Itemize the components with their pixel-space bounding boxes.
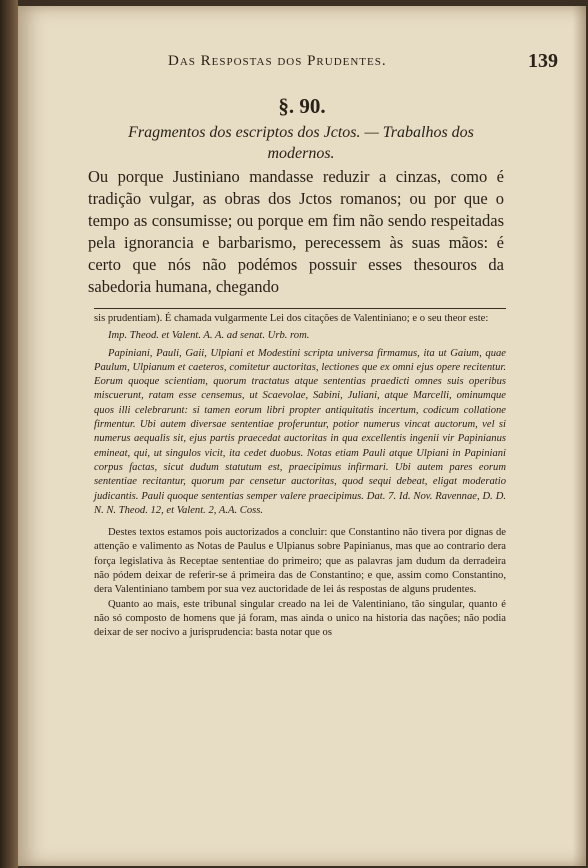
running-title: Das Respostas dos Prudentes.: [168, 53, 387, 69]
main-paragraph: Ou porque Justiniano mandasse reduzir a cinzas, como é tradição vulgar, as obras dos Jctos romanos; ou por que o tempo as consumisse; ou porque em fim não sendo respeitadas pela ignorancia e barbarismo, perecessem às suas mãos: é certo que nós não podémos possuir esses thesouros da sabedoria humana, chegando: [88, 167, 504, 296]
footnote-latin-text: Papiniani, Pauli, Gaii, Ulpiani et Modestini scripta universa firmamus, ita ut Gaium, quae Paulum, Ulpianum et caeteros, comitetur auctoritas, lectiones que ex omni ejus opere recitentur. Eorum quoque scientiam, quorum tractatus atque sententias praedicti omnes suis operibus miscuerunt, ratam esse censemus, ut Scaevolae, Sabini, Juliani, atque Marcelli, ominumque quos illi celebrarunt: si tamen eorum libri propter antiquitatis incertum, codicum collatione firmentur. Ubi autem diversae sententiae proferuntur, potior numerus vincat auctorum, vel si numerus aequalis sit, ejus partis praecedat auctoritas in qua excellentis ingenii vir Papinianus emineat, qui, ut singulos vicit, ita cedet duobus. Notas etiam Pauli atque Ulpiani in Papiniani corpus factas, sicut dudum statutum est, praecipimus infirmari. Ubi autem pares eorum sententiae recitantur, quorum par censetur auctoritas, quod sequi debeat, eligat moderatio judicantis. Pauli quoque sententias semper valere praecipimus. Dat. 7. Id. Nov. Ravennae, D. D. N. N. Theod. 12, et Valent. 2, A.A. Coss.: [94, 347, 506, 516]
section-title: Fragmentos dos escriptos dos Jctos. — Trabalhos dos modernos.: [128, 124, 474, 162]
page-fold-shadow: [572, 6, 586, 866]
footnote-rule: [94, 308, 506, 309]
footnote-block: [94, 312, 506, 641]
book-page: [18, 6, 586, 866]
footnote-paragraph-2: Quanto ao mais, este tribunal singular creado na lei de Valentiniano, tão singular, quanto é não só composto de homens que já foram, mas ainda o unico na historia das nações; não podia deixar de ser nocivo a jurisprudencia: basta notar que os: [94, 598, 506, 639]
page-header: [88, 50, 558, 74]
footnote-paragraph-1: Destes textos estamos pois auctorizados a concluir: que Constantino não tivera por dignas de attenção e valimento as Notas de Paulus e Ulpianus sobre Papinianus, mas que ao contrario dera força legislativa às Receptae sententiae do primeiro; que as palavras jam dudum da derradeira não pódem deixar de referir-se á primeira das de Constantino; e que, assim como Constantino, dera Valentiniano tambem por sua vez auctoridade de lei ás respostas de alguns prudentes.: [94, 527, 506, 596]
footnote-intro: sis prudentiam). É chamada vulgarmente Lei dos citações de Valentiniano; e o seu theor este:: [94, 313, 489, 324]
page-number: 139: [528, 50, 558, 72]
section-number: §. 90.: [278, 94, 326, 118]
footnote-imperial-header: Imp. Theod. et Valent. A. A. ad senat. Urb. rom.: [108, 330, 310, 342]
book-spine: [0, 0, 18, 868]
